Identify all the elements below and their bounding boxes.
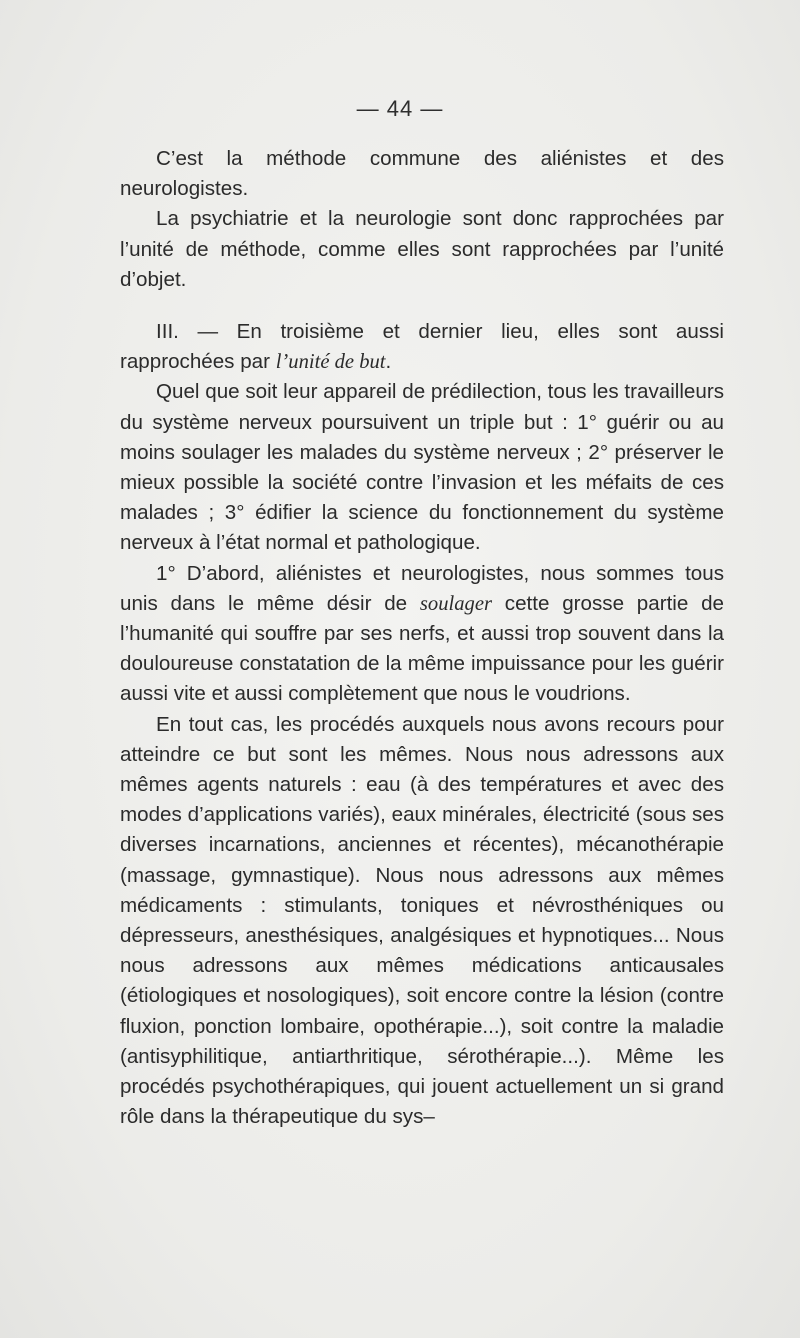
page-number: — 44 —: [356, 96, 444, 121]
paragraph-4: Quel que soit leur appareil de prédilection, tous les travailleurs du système nerveux poursuivent un triple but : 1° guérir ou au moins soulager les malades du système nerveux ; 2° préserver le mieux possible la société contre l’invasion et les méfaits de ces malades ; 3° édifier la science du fonctionnement du système nerveux à l’état normal et pathologique.: [120, 380, 724, 555]
paragraph-5-end: cette grosse partie de l’humanité qui souffre par ses nerfs, et aussi trop souvent dans la douloureuse constatation de la même impuissance pour les guérir aussi vite et aussi complètement que nous le voudrions.: [120, 591, 725, 706]
paragraph-6: En tout cas, les procédés auxquels nous avons recours pour atteindre ce but sont les mêmes. Nous nous adressons aux mêmes agents naturels : eau (à des températures et avec des modes d’applications variés), eaux minérales, électricité (sous ses diverses incarnations, anciennes et récentes), mécanothérapie (massage, gymnastique). Nous nous adressons aux mêmes médicaments : stimulants, toniques et névrosthéniques ou dépresseurs, anesthésiques, analgésiques et hypnotiques... Nous nous adressons aux mêmes médications anticausales (étiologiques et nosologiques), soit encore contre la lésion (contre fluxion, ponction lombaire, opothérapie...), soit contre la maladie (antisyphilitique, antiarthritique, sérothérapie...). Même les procédés psychothérapiques, qui jouent actuellement un si grand rôle dans la thérapeutique du sys–: [120, 712, 724, 1129]
paragraph-3-end: .: [385, 350, 392, 374]
paragraph-1: C’est la méthode commune des aliénistes et des neurologistes.: [120, 147, 724, 201]
paragraph-2: La psychiatrie et la neurologie sont donc rapprochées par l’unité de méthode, comme elles sont rapprochées par l’unité d’objet.: [120, 207, 724, 291]
body-text: [120, 144, 724, 1133]
emphasis-unite-de-but: l’unité de but: [275, 351, 386, 374]
paragraph-3-text: III. — En troisième et dernier lieu, elles sont aussi rapprochées par: [120, 320, 724, 374]
paragraph-3: [120, 317, 724, 377]
paragraph-5-text: 1° D’abord, aliénistes et neurologistes, nous sommes tous unis dans le même désir de: [120, 561, 724, 615]
emphasis-soulager: soulager: [419, 592, 492, 615]
paragraph-5: [120, 559, 724, 710]
